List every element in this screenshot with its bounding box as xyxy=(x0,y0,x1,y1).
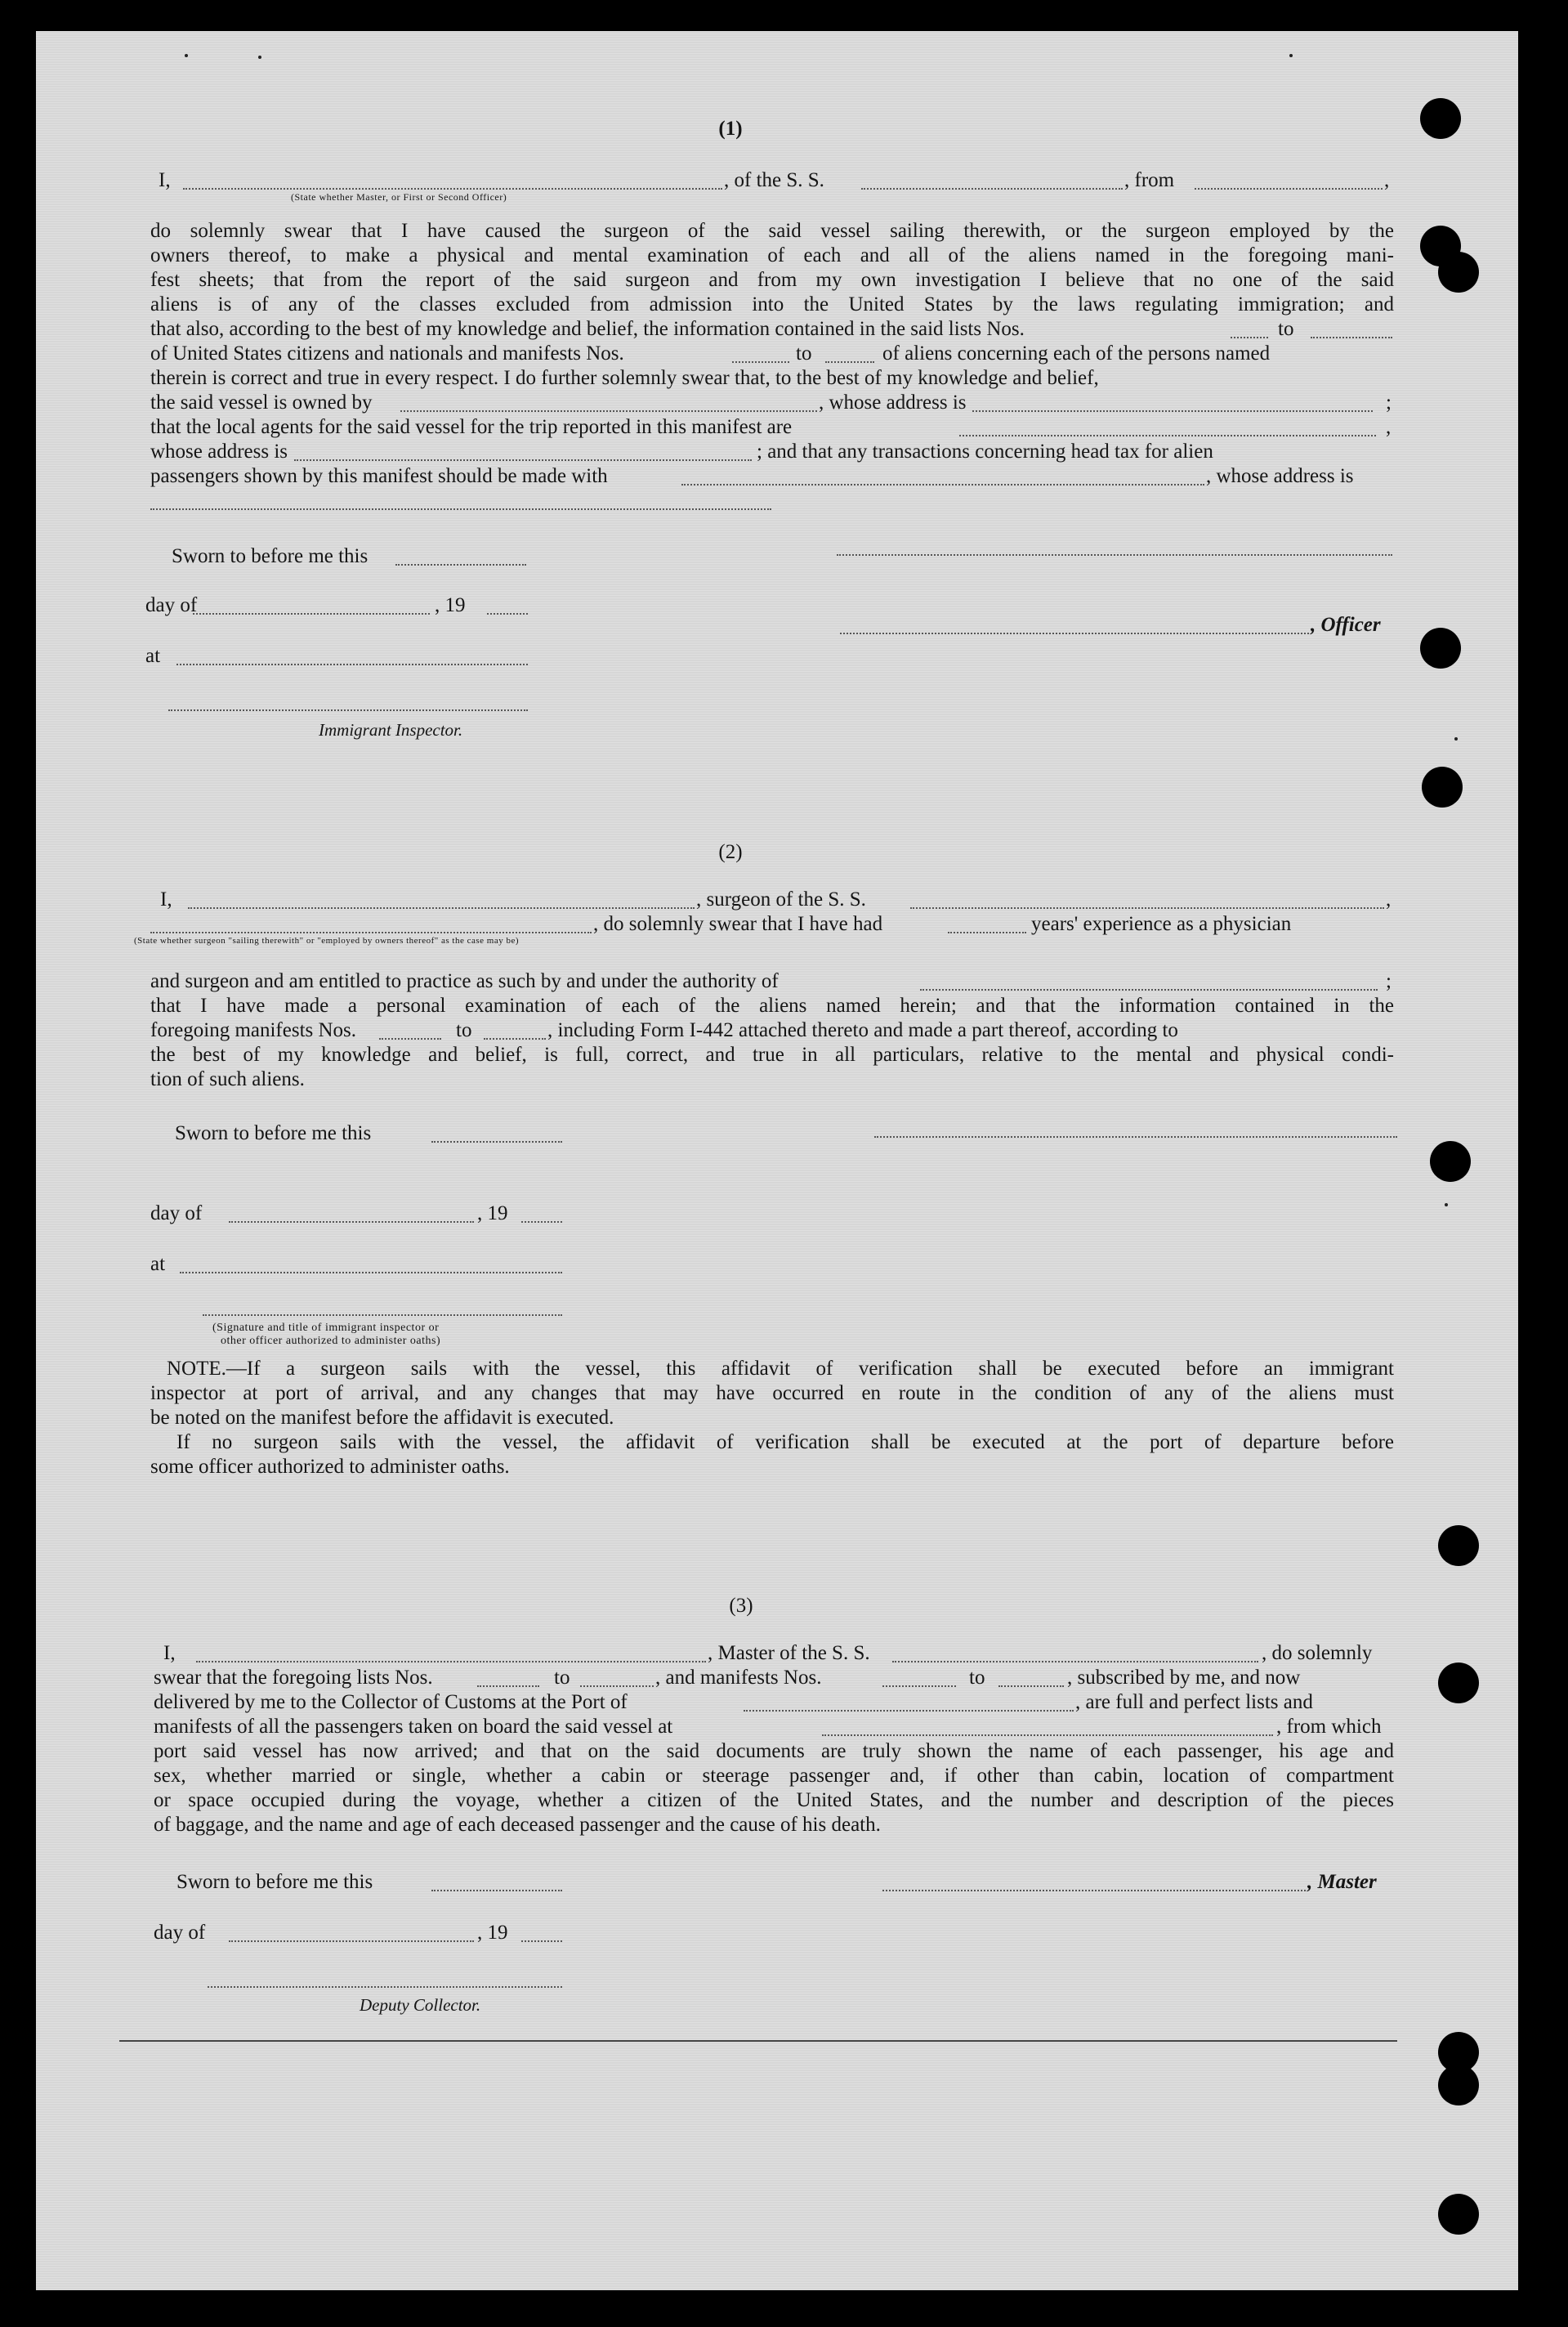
blank-line xyxy=(732,361,789,363)
text-line: , Master of the S. S. xyxy=(708,1642,870,1664)
text-line: therein is correct and true in every respect. I do further solemnly swear that, to the best of my knowledge and belief, xyxy=(150,367,1099,389)
blank-line xyxy=(861,188,1123,190)
punch-hole xyxy=(1438,2065,1479,2105)
text-line: of aliens concerning each of the persons named xyxy=(882,342,1271,365)
sworn-label: Sworn to before me this xyxy=(176,1871,373,1893)
blank-line xyxy=(487,613,528,615)
punch-hole xyxy=(1438,1662,1479,1703)
punch-hole xyxy=(1438,252,1479,293)
text-line: whose address is xyxy=(150,441,288,463)
text-line: , including Form I-442 attached thereto and made a part thereof, according to xyxy=(547,1019,1178,1041)
text-line: owners thereof, to make a physical and mental examination of each and all of the aliens named in the foregoing mani- xyxy=(150,244,1394,266)
blank-line xyxy=(681,484,1204,486)
bottom-rule xyxy=(119,2040,1397,2042)
at-label: at xyxy=(150,1253,166,1275)
text-line: , do solemnly swear that I have had xyxy=(593,913,883,935)
note-line: inspector at port of arrival, and any changes that may have occurred en route in the condition of any of the aliens must xyxy=(150,1382,1394,1404)
text-line: port said vessel has now arrived; and that on the said documents are truly shown the name of each passenger, his age and xyxy=(154,1740,1394,1762)
signature-line xyxy=(837,554,1392,556)
text-line: , xyxy=(1384,169,1390,191)
signature-line xyxy=(168,709,528,711)
day-label: day of xyxy=(145,594,198,616)
text-line: , are full and perfect lists and xyxy=(1075,1691,1313,1713)
text-line: , surgeon of the S. S. xyxy=(696,888,866,911)
blank-line xyxy=(395,564,526,566)
note-line: NOTE.—If a surgeon sails with the vessel, this affidavit of verification shall be executed before an immigrant xyxy=(167,1358,1394,1380)
sworn-label: Sworn to before me this xyxy=(175,1122,372,1144)
speck xyxy=(1454,737,1458,741)
blank-line xyxy=(150,508,771,510)
blank-line xyxy=(959,435,1376,436)
section-number-2: (2) xyxy=(718,841,743,863)
signature-line xyxy=(840,633,1309,634)
text-line: , whose address is xyxy=(1206,465,1354,487)
text-line: to xyxy=(456,1019,472,1041)
punch-hole xyxy=(1438,2194,1479,2235)
day-label: day of xyxy=(150,1202,203,1224)
punch-hole xyxy=(1420,98,1461,139)
speck xyxy=(258,56,261,59)
speck xyxy=(185,54,188,57)
text-line: , of the S. S. xyxy=(724,169,824,191)
signature-line xyxy=(203,1314,562,1316)
year-label: , 19 xyxy=(477,1202,508,1224)
blank-line xyxy=(180,1272,562,1273)
text-line: ; xyxy=(1386,392,1392,414)
blank-line xyxy=(825,361,874,363)
blank-line xyxy=(477,1685,539,1687)
section-number-1: (1) xyxy=(718,118,743,140)
text-line: , from which xyxy=(1276,1716,1382,1738)
text-line: , subscribed by me, and now xyxy=(1067,1667,1301,1689)
blank-line xyxy=(150,932,592,933)
text-line: to xyxy=(1278,318,1294,340)
note-line: some officer authorized to administer oaths. xyxy=(150,1456,510,1478)
text-line: that also, according to the best of my knowledge and belief, the information contained in the said lists Nos. xyxy=(150,318,1025,340)
text-line: , xyxy=(1386,888,1392,911)
text-line: to xyxy=(554,1667,570,1689)
sworn-label: Sworn to before me this xyxy=(172,545,369,567)
inspector-label: Immigrant Inspector. xyxy=(319,720,463,740)
year-label: , 19 xyxy=(435,594,466,616)
blank-line xyxy=(183,188,722,190)
blank-line xyxy=(176,664,528,665)
text-line: the said vessel is owned by xyxy=(150,392,373,414)
punch-hole xyxy=(1430,1141,1471,1182)
section-number-3: (3) xyxy=(729,1595,753,1617)
text-line: swear that the foregoing lists Nos. xyxy=(154,1667,433,1689)
text-line: that I have made a personal examination of each of the aliens named herein; and that the information contained in the xyxy=(150,995,1394,1017)
blank-line xyxy=(744,1710,1074,1712)
day-label: day of xyxy=(154,1922,206,1944)
blank-line xyxy=(892,1661,1258,1662)
text-line: the best of my knowledge and belief, is full, correct, and true in all particulars, relative to the mental and physical condi- xyxy=(150,1044,1394,1066)
blank-line xyxy=(229,1221,474,1223)
blank-line xyxy=(1195,188,1383,190)
text-line: I, xyxy=(163,1642,176,1664)
text-line: sex, whether married or single, whether a cabin or steerage passenger and, if other than cabin, location of compartment xyxy=(154,1765,1394,1787)
blank-line xyxy=(431,1890,562,1891)
blank-line xyxy=(400,410,817,412)
blank-line xyxy=(431,1141,562,1143)
text-line: , and manifests Nos. xyxy=(655,1667,822,1689)
text-line: I, xyxy=(160,888,172,911)
text-line: to xyxy=(796,342,812,365)
signature-line xyxy=(874,1136,1397,1138)
blank-line xyxy=(910,907,1384,909)
at-label: at xyxy=(145,645,161,667)
text-line: that the local agents for the said vessel for the trip reported in this manifest are xyxy=(150,416,793,438)
text-line: and surgeon and am entitled to practice as such by and under the authority of xyxy=(150,970,779,992)
speck xyxy=(1289,54,1293,57)
punch-hole xyxy=(1422,767,1463,808)
text-line: do solemnly swear that I have caused the surgeon of the said vessel sailing therewith, or the surgeon employed by the xyxy=(150,220,1394,242)
blank-line xyxy=(998,1685,1064,1687)
text-line: fest sheets; that from the report of the said surgeon and from my own investigation I believe that no one of the said xyxy=(150,269,1394,291)
field-hint: (State whether Master, or First or Second Officer) xyxy=(291,191,507,203)
blank-line xyxy=(882,1685,956,1687)
blank-line xyxy=(294,459,752,461)
document-page xyxy=(36,31,1518,2290)
blank-line xyxy=(188,907,695,909)
signature-line xyxy=(208,1986,562,1988)
text-line: foregoing manifests Nos. xyxy=(150,1019,357,1041)
signature-hint: (Signature and title of immigrant inspector or xyxy=(212,1322,440,1334)
text-line: passengers shown by this manifest should be made with xyxy=(150,465,608,487)
blank-line xyxy=(484,1038,546,1040)
blank-line xyxy=(972,410,1373,412)
text-line: aliens is of any of the classes excluded from admission into the United States by the laws regulating immigration; and xyxy=(150,293,1394,315)
blank-line xyxy=(822,1734,1273,1736)
text-line: years' experience as a physician xyxy=(1031,913,1292,935)
text-line: of United States citizens and nationals and manifests Nos. xyxy=(150,342,624,365)
text-line: to xyxy=(969,1667,985,1689)
text-line: ; and that any transactions concerning head tax for alien xyxy=(757,441,1213,463)
signature-line xyxy=(882,1890,1306,1891)
blank-line xyxy=(229,1940,474,1942)
note-line: be noted on the manifest before the affidavit is executed. xyxy=(150,1407,614,1429)
text-line: I, xyxy=(159,169,171,191)
blank-line xyxy=(1311,337,1392,338)
blank-line xyxy=(521,1221,562,1223)
blank-line xyxy=(1231,337,1268,338)
speck xyxy=(1445,1203,1448,1206)
text-line: of baggage, and the name and age of each deceased passenger and the cause of his death. xyxy=(154,1814,881,1836)
blank-line xyxy=(379,1038,441,1040)
blank-line xyxy=(920,989,1378,991)
blank-line xyxy=(948,932,1026,933)
year-label: , 19 xyxy=(477,1922,508,1944)
blank-line xyxy=(580,1685,654,1687)
text-line: delivered by me to the Collector of Customs at the Port of xyxy=(154,1691,628,1713)
punch-hole xyxy=(1438,1525,1479,1566)
field-hint: (State whether surgeon "sailing therewith" or "employed by owners thereof" as the case may be) xyxy=(134,936,520,946)
text-line: tion of such aliens. xyxy=(150,1068,305,1090)
signature-hint: other officer authorized to administer oaths) xyxy=(221,1335,441,1347)
text-line: manifests of all the passengers taken on board the said vessel at xyxy=(154,1716,673,1738)
officer-label: , Officer xyxy=(1311,614,1381,636)
master-label: , Master xyxy=(1307,1871,1377,1893)
note-line: If no surgeon sails with the vessel, the affidavit of verification shall be executed at the port of departure before xyxy=(176,1431,1394,1453)
text-line: , xyxy=(1386,416,1392,438)
punch-hole xyxy=(1420,628,1461,669)
text-line: ; xyxy=(1386,970,1392,992)
blank-line xyxy=(521,1940,562,1942)
text-line: , do solemnly xyxy=(1262,1642,1373,1664)
blank-line xyxy=(196,1661,706,1662)
text-line: , whose address is xyxy=(819,392,967,414)
deputy-label: Deputy Collector. xyxy=(360,1995,481,2015)
text-line: or space occupied during the voyage, whether a citizen of the United States, and the number and description of the pieces xyxy=(154,1789,1394,1811)
text-line: , from xyxy=(1124,169,1175,191)
blank-line xyxy=(193,613,430,615)
